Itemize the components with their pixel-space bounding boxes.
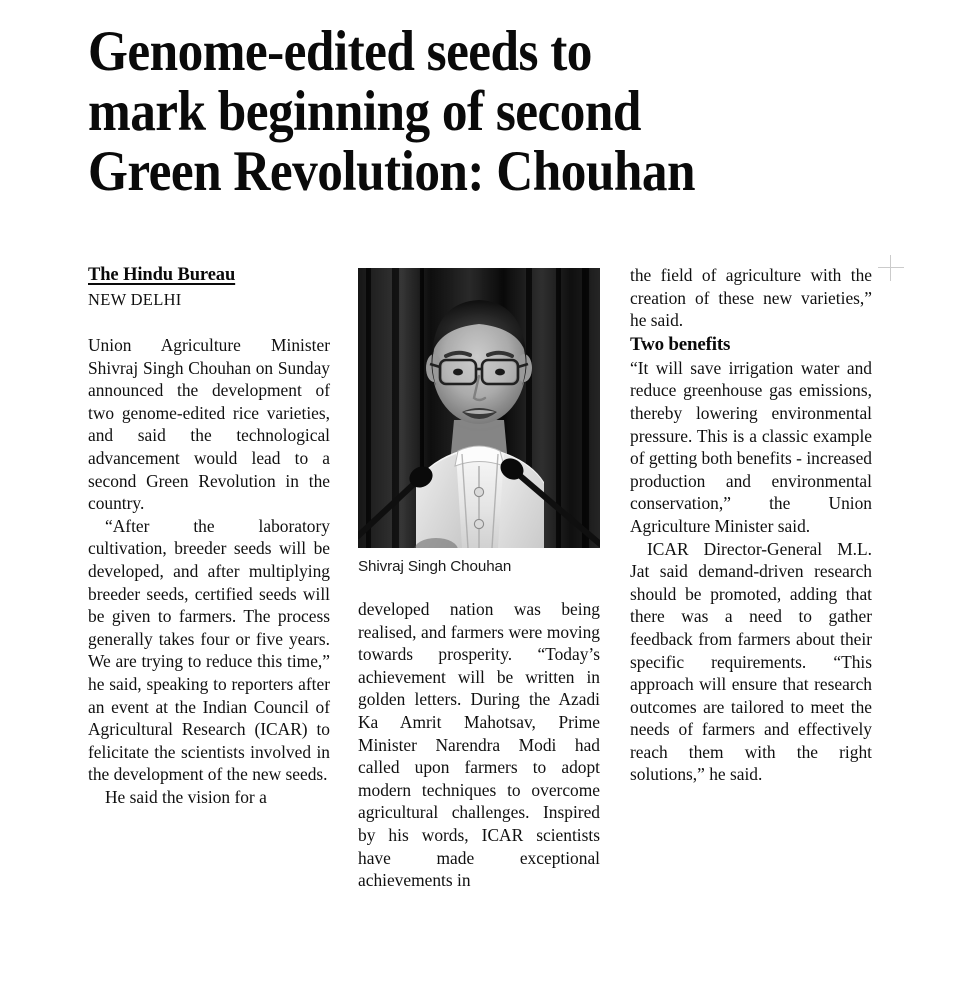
headline-line-3: Green Revolution: Chouhan xyxy=(88,140,695,203)
photo-caption: Shivraj Singh Chouhan xyxy=(358,558,512,575)
paragraph: ICAR Director-General M.L. Jat said demand-driven research should be promoted, adding that there was a need to gather feedback from farmers about their specific requirements. “This approach will ensure that research outcomes are tailored to meet the needs of farmers and effectively reach them with the right solutions,” he said. xyxy=(630,538,872,785)
article-photo-block xyxy=(358,268,600,577)
byline-dateline: NEW DELHI xyxy=(88,290,182,309)
headline-line-2: mark beginning of second xyxy=(88,80,641,143)
crop-mark-horizontal xyxy=(878,267,904,268)
paragraph: “After the laboratory cultivation, breeder seeds will be developed, and after multiplying breeder seeds, certified seeds will be given to farmers. The process generally takes four or five years. We are trying to reduce this time,” he said, speaking to reporters after an event at the Indian Council of Agricultural Research (ICAR) to felicitate the scientists involved in the development of the new seeds. xyxy=(88,515,330,785)
article-column-2 xyxy=(358,598,600,892)
article-column-1 xyxy=(88,334,330,808)
headline-line-1: Genome-edited seeds to xyxy=(88,20,592,83)
photo-shivraj-singh-chouhan xyxy=(358,268,600,548)
crop-registration-mark xyxy=(878,255,904,281)
paragraph: He said the vision for a xyxy=(105,786,267,807)
paragraph: the field of agriculture with the creation of these new varieties,” he said. xyxy=(630,265,872,331)
paragraph: developed nation was being realised, and farmers were moving towards prosperity. “Today’s achievement will be written in golden letters. During the Azadi Ka Amrit Mahotsav, Prime Minister Narendra Modi had called upon farmers to adopt modern techniques to overcome agricultural challenges. Inspired by his words, ICAR scientists have made exceptional achievements in xyxy=(358,599,600,891)
byline-bureau: The Hindu Bureau xyxy=(88,265,236,285)
byline xyxy=(88,264,330,311)
paragraph: Union Agriculture Minister Shivraj Singh Chouhan on Sunday announced the development of two genome-edited rice varieties, and said the technological advancement would lead to a second Green Revolution in the country. xyxy=(88,335,330,514)
article-headline xyxy=(88,22,799,202)
article-column-3 xyxy=(630,264,872,786)
paragraph: “It will save irrigation water and reduce greenhouse gas emissions, thereby lowering environmental pressure. This is a classic example of getting both benefits - increased production and environmental conservation,” the Union Agriculture Minister said. xyxy=(630,357,872,536)
section-subhead-two-benefits: Two benefits xyxy=(630,333,731,355)
